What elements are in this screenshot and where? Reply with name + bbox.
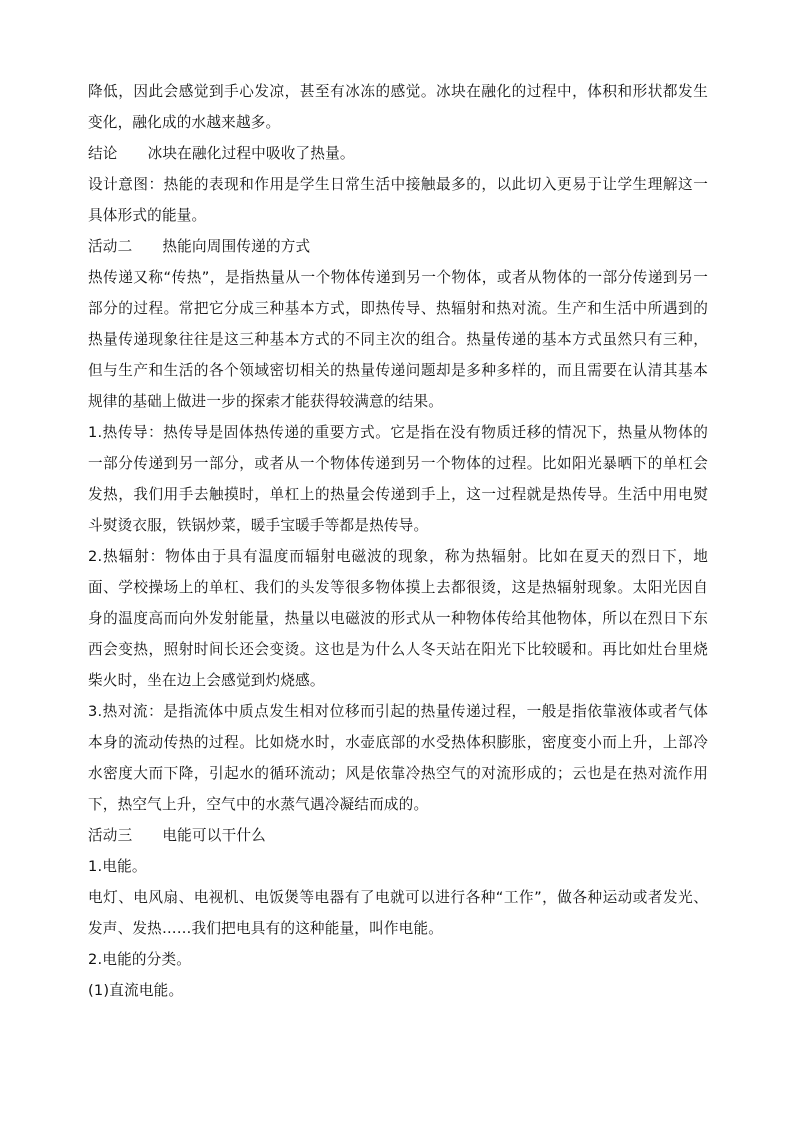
paragraph-design-intent: 设计意图：热能的表现和作用是学生日常生活中接触最多的，以此切入更易于让学生理解这一具体形式的能量。 <box>88 176 708 224</box>
activity-two-title: 热能向周围传递的方式 <box>162 238 311 255</box>
activity-three-title: 电能可以干什么 <box>162 827 266 844</box>
paragraph-heat-transfer: 热传递又称“传热”，是指热量从一个物体传递到另一个物体，或者从物体的一部分传递到另一部分的过程。常把它分成三种基本方式，即热传导、热辐射和热对流。生产和生活中所遇到的热量传递现象往往是这三种基本方式的不同主次的组合。热量传递的基本方式虽然只有三种，但与生产和生活的各个领域密切相关的热量传递问题却是多种多样的，而且需要在认清其基本规律的基础上做进一步的探索才能获得较满意的结果。 <box>88 269 708 410</box>
document-page <box>88 76 708 1006</box>
activity-two-heading <box>88 231 708 262</box>
paragraph-heat-conduction: 1.热传导：热传导是固体热传递的重要方式。它是指在没有物质迁移的情况下，热量从物体的一部分传递到另一部分，或者从一个物体传递到另一个物体的过程。比如阳光暴晒下的单杠会发热，我们用手去触摸时，单杠上的热量会传递到手上，这一过程就是热传导。生活中用电熨斗熨烫衣服，铁锅炒菜，暖手宝暖手等都是热传导。 <box>88 424 708 534</box>
conclusion-label: 结论 <box>88 145 118 162</box>
paragraph-ice-melting: 降低，因此会感觉到手心发凉，甚至有冰冻的感觉。冰块在融化的过程中，体积和形状都发生变化，融化成的水越来越多。 <box>88 83 708 131</box>
activity-three-heading <box>88 820 708 851</box>
paragraph-electric-energy: 电灯、电风扇、电视机、电饭煲等电器有了电就可以进行各种“工作”，做各种运动或者发光、发声、发热……我们把电具有的这种能量，叫作电能。 <box>88 889 708 937</box>
conclusion-line <box>88 138 708 169</box>
list-item-electric-classification: 2.电能的分类。 <box>88 951 192 968</box>
conclusion-text: 冰块在融化过程中吸收了热量。 <box>147 145 355 162</box>
paragraph-heat-radiation: 2.热辐射：物体由于具有温度而辐射电磁波的现象，称为热辐射。比如在夏天的烈日下，地面、学校操场上的单杠、我们的头发等很多物体摸上去都很烫，这是热辐射现象。太阳光因自身的温度高而向外发射能量，热量以电磁波的形式从一种物体传给其他物体，所以在烈日下东西会变热，照射时间长还会变烫。这也是为什么人冬天站在阳光下比较暖和。再比如灶台里烧柴火时，坐在边上会感觉到灼烧感。 <box>88 548 708 689</box>
list-item-direct-current: (1)直流电能。 <box>88 982 184 999</box>
activity-three-label: 活动三 <box>88 827 133 844</box>
paragraph-heat-convection: 3.热对流：是指流体中质点发生相对位移而引起的热量传递过程，一般是指依靠液体或者气体本身的流动传热的过程。比如烧水时，水壶底部的水受热体积膨胀，密度变小而上升，上部冷水密度大而下降，引起水的循环流动；风是依靠冷热空气的对流形成的；云也是在热对流作用下，热空气上升，空气中的水蒸气遇冷凝结而成的。 <box>88 703 708 813</box>
activity-two-label: 活动二 <box>88 238 133 255</box>
list-item-electric-energy: 1.电能。 <box>88 858 147 875</box>
